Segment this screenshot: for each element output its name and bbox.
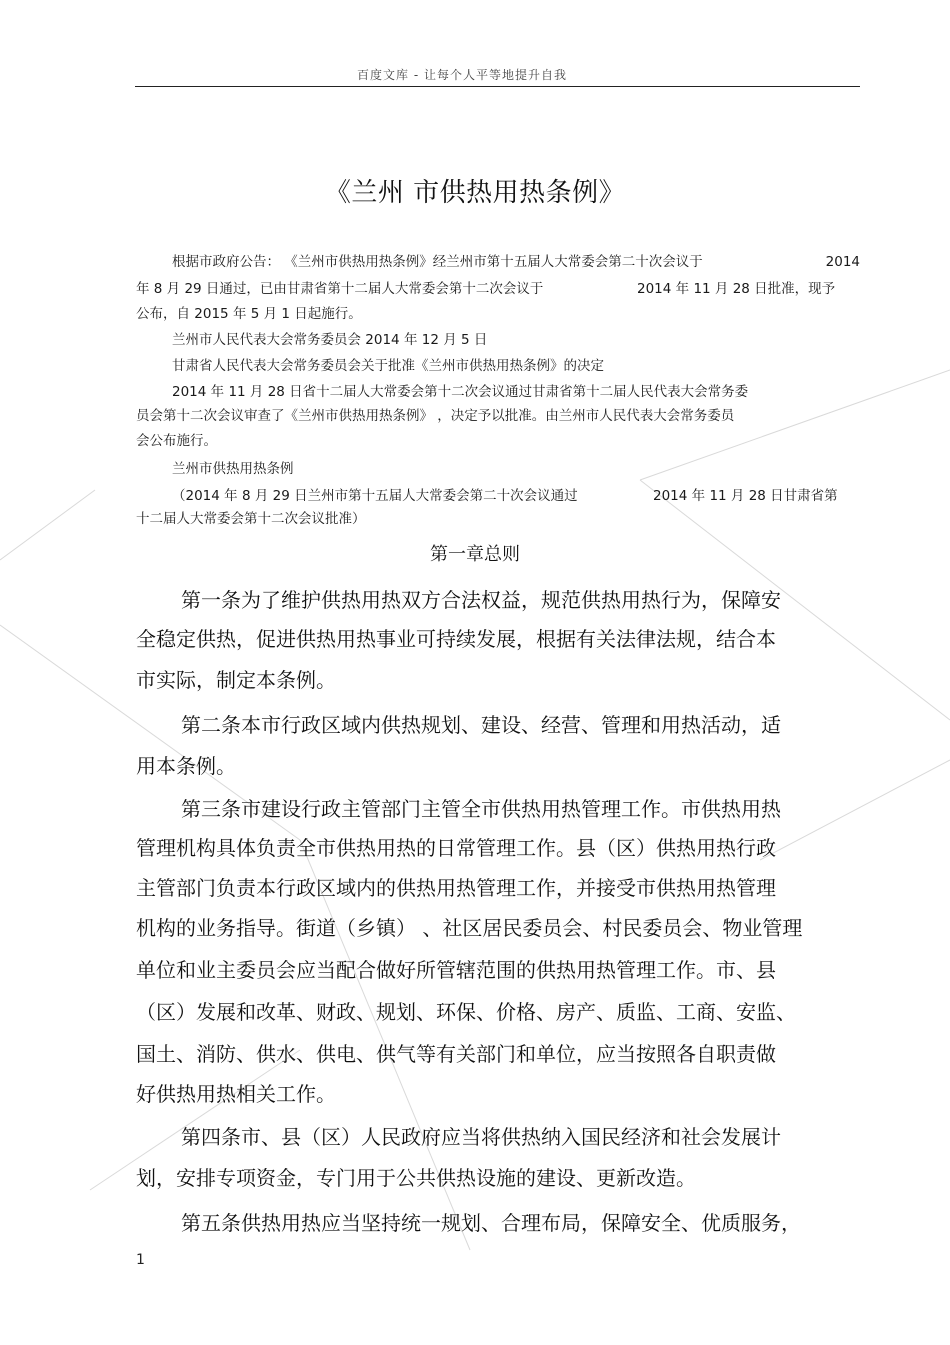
body-line: （区）发展和改革、财政、规划、环保、价格、房产、质监、工商、安监、 <box>136 1000 796 1024</box>
intro-line-7: 员会第十二次会议审查了《兰州市供热用热条例》 ，决定予以批准。由兰州市人民代表大会常务委员 <box>136 408 735 424</box>
intro-line-10: （2014 年 8 月 29 日兰州市第十五届人大常委会第二十次会议通过 <box>172 488 578 504</box>
chapter-heading: 第一章总则 <box>430 544 520 565</box>
document-header: 百度文库 - 让每个人平等地提升自我 <box>357 68 567 82</box>
intro-line-1-year: 2014 <box>825 254 860 270</box>
body-line: 市实际，制定本条例。 <box>136 668 336 692</box>
intro-line-1: 根据市政府公告： 《兰州市供热用热条例》经兰州市第十五届人大常委会第二十次会议于 <box>172 254 703 270</box>
body-line: 主管部门负责本行政区域内的供热用热管理工作，并接受市供热用热管理 <box>136 876 776 900</box>
body-line: 第四条市、县（区）人民政府应当将供热纳入国民经济和社会发展计 <box>181 1125 781 1149</box>
body-line: 全稳定供热，促进供热用热事业可持续发展，根据有关法律法规，结合本 <box>136 627 776 651</box>
body-line: 第三条市建设行政主管部门主管全市供热用热管理工作。市供热用热 <box>181 797 781 821</box>
document-title: 《兰州 市供热用热条例》 <box>324 178 626 208</box>
header-divider <box>135 86 860 87</box>
body-line: 划，安排专项资金，专门用于公共供热设施的建设、更新改造。 <box>136 1166 696 1190</box>
intro-line-4: 兰州市人民代表大会常务委员会 2014 年 12 月 5 日 <box>172 332 488 348</box>
body-line: 好供热用热相关工作。 <box>136 1082 336 1106</box>
intro-line-3: 公布，自 2015 年 5 月 1 日起施行。 <box>136 306 362 322</box>
intro-line-11: 十二届人大常委会第十二次会议批准） <box>136 511 366 527</box>
page-number: 1 <box>136 1252 145 1268</box>
body-line: 第一条为了维护供热用热双方合法权益，规范供热用热行为，保障安 <box>181 588 781 612</box>
body-line: 第二条本市行政区域内供热规划、建设、经营、管理和用热活动，适 <box>181 713 781 737</box>
intro-line-2-date: 2014 年 11 月 28 日批准，现予 <box>637 281 836 297</box>
intro-line-2: 年 8 月 29 日通过，已由甘肃省第十二届人大常委会第十二次会议于 <box>136 281 544 297</box>
body-line: 用本条例。 <box>136 754 236 778</box>
body-line: 第五条供热用热应当坚持统一规划、合理布局，保障安全、优质服务， <box>181 1211 801 1235</box>
intro-line-6: 2014 年 11 月 28 日省十二届人大常委会第十二次会议通过甘肃省第十二届人民代表大会常务委 <box>172 384 749 400</box>
intro-line-5: 甘肃省人民代表大会常务委员会关于批准《兰州市供热用热条例》的决定 <box>172 358 604 374</box>
intro-line-10-date: 2014 年 11 月 28 日甘肃省第 <box>653 488 838 504</box>
intro-line-9: 兰州市供热用热条例 <box>172 461 294 477</box>
intro-line-8: 会公布施行。 <box>136 433 217 449</box>
body-line: 国土、消防、供水、供电、供气等有关部门和单位，应当按照各自职责做 <box>136 1042 776 1066</box>
body-line: 管理机构具体负责全市供热用热的日常管理工作。县（区）供热用热行政 <box>136 836 776 860</box>
body-line: 单位和业主委员会应当配合做好所管辖范围的供热用热管理工作。市、县 <box>136 958 776 982</box>
body-line: 机构的业务指导。街道（乡镇） 、社区居民委员会、村民委员会、物业管理 <box>136 916 803 940</box>
